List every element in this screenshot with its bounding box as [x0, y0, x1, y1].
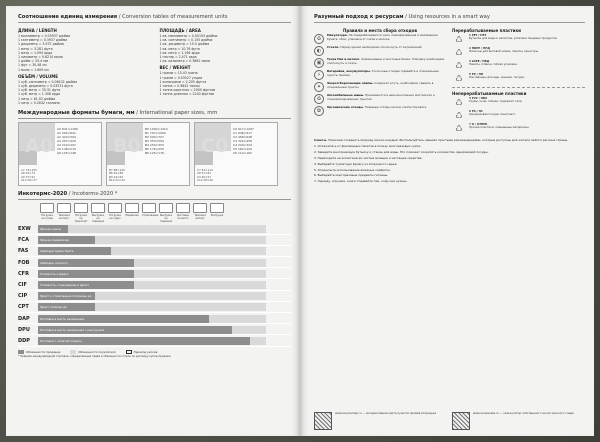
- seller-part: Стоимость и фрахт: [38, 270, 134, 278]
- conversion-row: 1 кв. метр = 1.196 ярда: [159, 50, 200, 55]
- buyer-part: [134, 259, 266, 267]
- incoterms-icon-labels: [40, 215, 291, 223]
- incoterms-bar: [38, 247, 266, 255]
- plastic-code: 2 HDPE / ПНД: [469, 46, 490, 50]
- legend-item: [126, 350, 158, 354]
- paper-size-row: A9 37×52: [21, 174, 36, 179]
- incoterms-row: [18, 336, 291, 346]
- paper-size-row: B10 31×44: [109, 178, 125, 183]
- seller-part: Поставка в месте назначения: [38, 315, 209, 323]
- recycle-triangle-icon: ♺: [455, 48, 463, 57]
- waste-rule-text: [327, 94, 446, 104]
- paper-heading: Международные форматы бумаги, мм / International paper sizes, mm: [18, 110, 291, 119]
- waste-rule: [314, 34, 446, 44]
- buyer-part: [250, 337, 266, 345]
- seller-part: Стоимость, страхование и фрахт: [38, 281, 134, 289]
- paper-size-row: C0 917×1297: [233, 127, 254, 132]
- waste-icon: ♻: [314, 34, 324, 44]
- paper-size-list: [57, 127, 78, 155]
- waste-rule-head: Батарейки, аккумуляторы.: [327, 69, 371, 73]
- nonrecyclable-plastics: [452, 97, 585, 134]
- plastic-item: [452, 110, 585, 121]
- legend-label: Обязанности продавца: [26, 349, 61, 354]
- incoterms-heading: Инкотермс-2020 / Incoterms-2020 *: [18, 191, 291, 200]
- waste-rule-head: Тетра Пак и металл.: [327, 57, 361, 61]
- conversion-row: 1 кв. километр = 0.3861 мили: [159, 59, 211, 64]
- plastic-item: [452, 47, 585, 58]
- tip-text: Поможем сохранить природу можно каждый. Воспользуйтесь нашими простыми рекомендациями, которые доступны для жителя любого региона страны.: [328, 138, 569, 142]
- area-title: ПЛОЩАДЬ / AREA: [159, 28, 201, 33]
- transport-icon: [193, 203, 207, 213]
- paper-size-row: A8 52×74: [21, 171, 36, 176]
- conversion-row: 1 километр = 0.6214 мили: [18, 55, 63, 60]
- incoterms-row: [18, 269, 291, 279]
- conversion-row: 1 кв. дециметр = 15.5 дюйма: [159, 42, 210, 47]
- paper-size-row: B9 44×62: [109, 174, 124, 179]
- plastic-desc: Бутылки для воды и напитков, упаковка пищевых продуктов.: [469, 36, 558, 41]
- plastic-desc: Контейнеры для еды, крышки, посуда.: [469, 75, 525, 80]
- plastic-title: Перерабатываемые пластики: [452, 28, 521, 33]
- incoterms-bar: [38, 303, 266, 311]
- tip-text: 6. Выбирайте многоразовые предметы гигиены.: [314, 173, 389, 178]
- conversion-row: 1 килограмм = 2.205 фунта: [159, 79, 207, 84]
- incoterms-code: FCA: [18, 237, 29, 244]
- paper-size-list: [21, 169, 37, 183]
- recycle-triangle-icon: ♺: [455, 74, 463, 83]
- conversion-row: 1 тонна = 0.9842 тонны: [159, 84, 200, 89]
- tip-text: 7. Одежду, игрушки, книги отдавайте тем, кому они нужны.: [314, 179, 408, 184]
- footer-link-2: www.ecoplaneta.ru — калькулятор собственного экологического следа: [473, 411, 574, 415]
- seller-part: Поставка в месте назначения с разгрузкой: [38, 326, 232, 334]
- waste-rule: [314, 82, 446, 92]
- transport-icon: [91, 203, 105, 213]
- waste-rule-text: [327, 58, 446, 68]
- seller-part: Свободно вдоль борта: [38, 247, 111, 255]
- volume-title: ОБЪЁМ / VOLUME: [18, 73, 58, 79]
- footer-links: [314, 412, 584, 430]
- paper-size-row: A0 841×1189: [57, 127, 78, 132]
- paper-format-name: A0: [25, 135, 53, 158]
- conversion-row: 1 тонна длинная = 2240 фунтов: [159, 92, 215, 97]
- paper-size-list: [109, 169, 125, 183]
- paper-size-row: C3 324×458: [233, 139, 252, 144]
- recycle-triangle-icon: ♺: [455, 61, 463, 70]
- paper-size-row: B1 707×1000: [145, 131, 166, 136]
- plastic-desc: Прочие пластики, смешанные материалы.: [469, 125, 530, 130]
- footer-link-1: www.recyclemap.ru — интерактивная карта пунктов приёма вторсырья: [335, 411, 437, 415]
- conversion-row: 1 куб. дециметр = 0.03531 фута: [18, 84, 73, 89]
- waste-rule: [314, 46, 446, 56]
- legend-label: Обязанности покупателя: [78, 349, 116, 354]
- incoterms-bar: [38, 236, 266, 244]
- buyer-part: [134, 270, 266, 278]
- plastic-code: 5 PP / ПП: [469, 72, 484, 76]
- tip-paragraph: [314, 151, 585, 155]
- paper-size-row: B7 88×125: [109, 167, 125, 172]
- paper-size-row: C10 28×40: [197, 178, 213, 183]
- incoterms-row: [18, 292, 291, 302]
- tip-paragraph: [314, 180, 585, 184]
- plastic-desc: Одноразовая посуда, пенопласт.: [469, 112, 517, 117]
- paper-size-row: A6 105×148: [57, 151, 76, 156]
- incoterms-legend: [18, 350, 291, 354]
- conversion-row: 1 тонна короткая = 2000 фунтов: [159, 88, 216, 93]
- conversion-row: 1 грамм = 0.03527 унции: [159, 75, 203, 80]
- incoterms-code: CPT: [18, 304, 29, 311]
- legend-swatch: [18, 350, 24, 354]
- plastic-item: [452, 34, 585, 45]
- legend-label: Переход рисков: [133, 349, 158, 354]
- waste-rule: [314, 58, 446, 68]
- waste-rule-head: Автомобильные шины.: [327, 93, 365, 97]
- incoterms-code: DDP: [18, 337, 30, 344]
- plastic-text: [469, 60, 518, 67]
- paper-size-list: [145, 127, 168, 155]
- seller-part: Фрахт оплачен до: [38, 303, 95, 311]
- tip-paragraph: [314, 174, 585, 178]
- transport-icon: [142, 203, 156, 213]
- waste-rule-head: Стекло.: [327, 45, 340, 49]
- conversion-row: 1 метр = 1.094 ярда: [18, 50, 53, 55]
- tips-head: Советы.: [314, 138, 329, 142]
- paper-size-list: [197, 169, 213, 183]
- conversion-row: 1 куб. метр = 35.31 фута: [18, 88, 61, 93]
- paper-size-row: C7 81×114: [197, 167, 213, 172]
- waste-icon: ✦: [314, 82, 324, 92]
- conversion-row: 1 миля = 1.609 км: [18, 67, 49, 72]
- waste-rule-body: Содержат ртуть, необходимо сдавать в специальные пункты.: [327, 81, 434, 89]
- transport-icon: [176, 203, 190, 213]
- paper-size-row: B6 125×176: [145, 151, 164, 156]
- incoterms-bar: [38, 337, 266, 345]
- conversion-row: 1 литр = 61.02 дюйма: [18, 96, 56, 101]
- waste-rule-body: Не перерабатываются чеки, ламинированная и мелованная бумага, обои, упаковка от соков и молока.: [327, 33, 438, 41]
- incoterms-code: DAP: [18, 315, 30, 322]
- waste-rule-text: [327, 34, 446, 44]
- recycle-triangle-icon: ♺: [455, 124, 463, 133]
- transport-icon: [74, 203, 88, 213]
- plastic-code: 3 PVC / ПВХ: [469, 96, 488, 100]
- buyer-part: [68, 225, 266, 233]
- tip-text: 4. Выбирайте туалетную бумагу из вторичного сырья.: [314, 161, 398, 166]
- paper-format-A0: [18, 122, 102, 186]
- paper-size-row: C8 57×81: [197, 171, 212, 176]
- waste-icon: ⚡: [314, 70, 324, 80]
- transport-icon: [40, 203, 54, 213]
- paper-size-row: C6 114×162: [233, 151, 252, 156]
- rules-title: Правила и места сбора отходов: [343, 28, 417, 33]
- buyer-part: [232, 326, 266, 334]
- seller-part: Поставка с оплатой пошлин: [38, 337, 250, 345]
- plastic-code: 6 PS / ПС: [469, 109, 483, 113]
- conversion-row: 1 кв. метр = 10.76 фута: [159, 46, 200, 51]
- right-page: [300, 6, 594, 436]
- waste-icon: ▣: [314, 58, 324, 68]
- plastic-desc: Флаконы для бытовой химии, пакеты, канистры.: [469, 49, 539, 54]
- tip-paragraph: [314, 169, 585, 173]
- paper-size-row: A2 420×594: [57, 135, 76, 140]
- incoterms-code: EXW: [18, 226, 31, 233]
- waste-rules: [314, 34, 446, 116]
- incoterms-code: DPU: [18, 326, 30, 333]
- incoterms-icon-label: Доставка на место: [177, 214, 189, 220]
- waste-rule-head: Макулатура.: [327, 33, 348, 37]
- waste-rule-text: [327, 106, 427, 116]
- paper-format-name: C0: [201, 135, 229, 158]
- legend-item: [18, 350, 60, 354]
- transport-icon: [159, 203, 173, 213]
- incoterms-icon-label: Страхование: [142, 214, 159, 218]
- incoterms-icon-label: Выгрузка на терминал: [91, 214, 105, 223]
- incoterms-code: CIF: [18, 281, 27, 288]
- incoterms-row: [18, 303, 291, 313]
- transport-icon: [108, 203, 122, 213]
- waste-rule: [314, 94, 446, 104]
- conversion-row: 1 сантиметр = 0.3937 дюйма: [18, 38, 68, 43]
- tip-paragraph: [314, 163, 585, 167]
- waste-rule-body: Принимаются в шиномонтажных мастерских и специализированных пунктах.: [327, 93, 435, 101]
- waste-icon: ◐: [314, 46, 324, 56]
- plastic-code: 1 PET / ПЭТ: [469, 33, 487, 37]
- qr-code-icon: [314, 412, 332, 430]
- waste-rule-head: Органические отходы.: [327, 105, 364, 109]
- weight-table: [160, 71, 292, 96]
- incoterms-icon-label: Погрузка на судно: [109, 214, 121, 220]
- waste-rule-body: Перед сдачей необходимо ополоснуть от загрязнений.: [339, 45, 423, 49]
- recycle-triangle-icon: ♺: [455, 98, 463, 107]
- paper-size-row: A5 148×210: [57, 147, 76, 152]
- waste-icon: ✿: [314, 106, 324, 116]
- paper-size-row: A1 594×841: [57, 131, 76, 136]
- buyer-part: [95, 303, 266, 311]
- paper-size-row: B4 250×353: [145, 143, 164, 148]
- plastic-text: [469, 110, 516, 117]
- buyer-part: [95, 292, 266, 300]
- paper-size-row: A3 297×420: [57, 139, 76, 144]
- risk-icon: [126, 350, 132, 354]
- incoterms-row: [18, 325, 291, 335]
- legend-swatch: [70, 350, 76, 354]
- paper-size-row: C2 458×648: [233, 135, 252, 140]
- waste-icon: ♻: [314, 94, 324, 104]
- plastic-item: [452, 73, 585, 84]
- incoterms-code: FOB: [18, 259, 30, 266]
- left-page: [6, 6, 300, 436]
- area-table: [160, 34, 292, 63]
- waste-rule-body: Токсичные отходы! Сдавайте в специальные пункты приёма.: [327, 69, 439, 77]
- seller-part: Франко-завод: [38, 225, 68, 233]
- incoterms-code: CIP: [18, 293, 28, 300]
- conversion-row: 1 кв. миллиметр = 0.00155 дюйма: [159, 34, 218, 38]
- conversion-row: 1 грамм = 15.43 грана: [159, 71, 198, 76]
- seller-part: Франко-перевозчик: [38, 236, 95, 244]
- conversion-row: 1 куб. сантиметр = 0.06102 дюйма: [18, 79, 78, 84]
- incoterms-row: [18, 224, 291, 234]
- incoterms-icon-label: Разгрузка: [210, 214, 224, 218]
- waste-rule-body: Пищевые отходы можно компостировать.: [363, 105, 428, 109]
- paper-size-row: A10 26×37: [21, 178, 37, 183]
- conversion-heading: Соотношение единиц измерения / Conversion tables of measurement units: [18, 14, 291, 23]
- plastic-desc: Трубы, окна, плёнки. Содержат хлор.: [469, 99, 523, 104]
- conversion-row: 1 фут = 30.48 см: [18, 63, 47, 68]
- waste-rule-text: [327, 82, 446, 92]
- paper-size-row: C1 648×917: [233, 131, 252, 136]
- waste-rule-text: [327, 70, 446, 80]
- plastic-text: [469, 47, 539, 54]
- incoterms-row: [18, 314, 291, 324]
- conversion-row: 1 куб. метр = 1.308 ярда: [18, 92, 61, 97]
- waste-rule-text: [327, 46, 422, 56]
- waste-rule-head: Энергосберегающие лампы.: [327, 81, 374, 85]
- incoterms-row: [18, 280, 291, 290]
- paper-size-row: C4 229×324: [233, 143, 252, 148]
- paper-size-row: A4 210×297: [57, 143, 76, 148]
- incoterms-bar: [38, 281, 266, 289]
- plastic-text: [469, 34, 557, 41]
- conversion-row: 1 метр = 3.281 фута: [18, 46, 53, 51]
- paper-size-row: B8 62×88: [109, 171, 124, 176]
- tip-paragraph: [314, 139, 585, 143]
- incoterms-bar: [38, 259, 266, 267]
- paper-format-name: B0: [113, 135, 141, 158]
- notebook-spread: [6, 6, 594, 436]
- paper-size-row: A7 74×105: [21, 167, 37, 172]
- nonrecyclable-title: Неперерабатываемые пластики: [452, 91, 527, 96]
- incoterms-bar: [38, 326, 266, 334]
- conversion-row: 1 миллиметр = 0.03937 дюйма: [18, 34, 71, 38]
- incoterms-footnote: * Правила международной торговли, определяющие права и обязанности сторон по договору купли-продажи: [18, 354, 171, 358]
- incoterms-icons: [40, 203, 291, 213]
- paper-sizes: [18, 122, 291, 186]
- waste-rule-body: Алюминиевые и жестяные банки. Упаковку необходимо ополоснуть и сжать.: [327, 57, 445, 65]
- eco-tips: [314, 139, 585, 184]
- legend-item: [70, 350, 115, 354]
- incoterms-icon-label: Погрузка на транспорт: [74, 214, 88, 223]
- conversion-row: 1 кв. сантиметр = 0.155 дюйма: [159, 38, 213, 43]
- incoterms-row: [18, 247, 291, 257]
- incoterms-code: FAS: [18, 248, 29, 255]
- tip-text: 5. Ограничьте использование влажных салфеток.: [314, 167, 391, 172]
- paper-size-row: C9 40×57: [197, 174, 212, 179]
- plastic-item: [452, 97, 585, 108]
- plastic-code: 4 LDPE / ПВД: [469, 59, 490, 63]
- paper-size-row: B3 353×500: [145, 139, 164, 144]
- incoterms-row: [18, 236, 291, 246]
- waste-rule: [314, 70, 446, 80]
- recyclable-plastics: [452, 34, 585, 84]
- buyer-part: [209, 315, 266, 323]
- conversion-row: 1 дециметр = 3.937 дюйма: [18, 42, 64, 47]
- conversion-row: 1 литр = 0.2642 галлона: [18, 100, 60, 105]
- incoterms-icon-label: Таможня импорт: [194, 214, 206, 220]
- conversion-row: 1 дюйм = 25.4 мм: [18, 59, 49, 64]
- seller-part: Фрахт и страхование оплачены до: [38, 292, 95, 300]
- plastic-text: [469, 123, 529, 130]
- tip-paragraph: [314, 145, 585, 149]
- incoterms-icon-label: Таможня экспорт: [58, 214, 70, 220]
- buyer-part: [134, 281, 266, 289]
- conversion-row: 1 гектар = 2.471 акра: [159, 55, 197, 60]
- tip-text: 3. Переходите на экологически чистые моющие и чистящие средства.: [314, 155, 423, 160]
- plastic-item: [452, 60, 585, 71]
- incoterms-table: [18, 224, 291, 346]
- paper-size-row: B5 176×250: [145, 147, 164, 152]
- incoterms-row: [18, 258, 291, 268]
- length-table: [18, 34, 150, 72]
- transport-icon: [210, 203, 224, 213]
- paper-size-row: B0 1000×1414: [145, 127, 168, 132]
- incoterms-bar: [38, 225, 266, 233]
- incoterms-bar: [38, 315, 266, 323]
- qr-code-icon: [452, 412, 470, 430]
- paper-size-row: C5 162×229: [233, 147, 252, 152]
- incoterms-bar: [38, 292, 266, 300]
- incoterms-icon-label: Перевозка: [125, 214, 139, 218]
- transport-icon: [125, 203, 139, 213]
- length-title: ДЛИНА / LENGTH: [18, 28, 57, 33]
- transport-icon: [57, 203, 71, 213]
- weight-title: ВЕС / WEIGHT: [159, 65, 191, 71]
- incoterms-code: CFR: [18, 270, 29, 277]
- waste-rule: [314, 106, 446, 116]
- buyer-part: [95, 236, 266, 244]
- paper-size-list: [233, 127, 254, 155]
- seller-part: Свободно на борту: [38, 259, 134, 267]
- paper-format-C0: [194, 122, 278, 186]
- incoterms-bar: [38, 270, 266, 278]
- plastic-text: [469, 73, 525, 80]
- tip-text: 1. Откажитесь от фасованных пакетов в пользу многоразовых сумок.: [314, 143, 422, 148]
- recycle-triangle-icon: ♺: [455, 35, 463, 44]
- paper-format-B0: [106, 122, 190, 186]
- tip-text: 2. Заведите многоразовую бутылку и стакан для воды. Это поможет сократить количество одноразовой посуды.: [314, 149, 489, 154]
- incoterms-icon-label: Погрузка на склад: [41, 214, 53, 220]
- plastic-desc: Пакеты, плёнка, гибкая упаковка.: [469, 62, 518, 67]
- paper-size-row: B2 500×707: [145, 135, 164, 140]
- buyer-part: [111, 247, 266, 255]
- plastic-text: [469, 97, 523, 104]
- recycle-triangle-icon: ♺: [455, 111, 463, 120]
- volume-table: [18, 80, 150, 105]
- incoterms-icon-label: Выгрузка на терминал: [159, 214, 173, 223]
- resources-heading: Разумный подход к ресурсам / Using resources in a smart way: [314, 14, 585, 23]
- plastic-code: 7 O / OTHER: [469, 122, 488, 126]
- plastic-item: [452, 123, 585, 134]
- tip-paragraph: [314, 157, 585, 161]
